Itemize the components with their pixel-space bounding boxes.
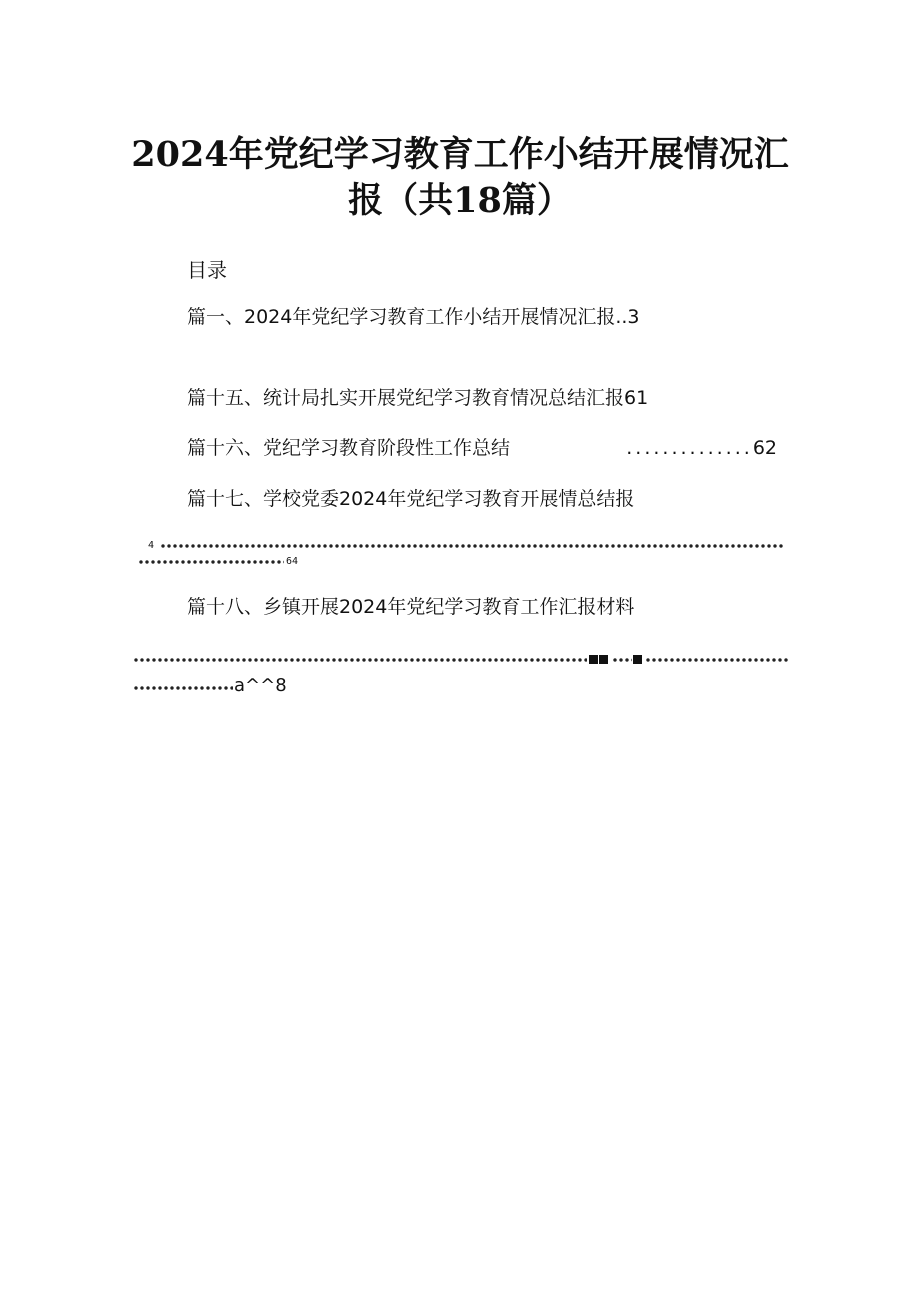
toc-entry-16[interactable] [187, 434, 777, 462]
toc-entry-16-page: 62 [752, 437, 777, 459]
toc-entry-17-leader-2 [138, 558, 284, 566]
toc-heading: 目录 [187, 258, 227, 282]
toc-entry-18-leader-3 [645, 656, 789, 664]
toc-entry-17-leader-1 [160, 542, 784, 550]
square-mark [633, 655, 642, 664]
toc-entry-18[interactable]: 篇十八、乡镇开展2024年党纪学习教育工作汇报材料 [187, 596, 635, 618]
document-title-line1: 2024年党纪学习教育工作小结开展情况汇 [131, 134, 789, 175]
square-mark [599, 655, 608, 664]
toc-entry-18-leader-1 [133, 656, 587, 664]
document-title-line2: 报（共18篇） [348, 180, 572, 221]
toc-entry-18-leader-4 [133, 684, 233, 692]
toc-entry-17-page: 64 [286, 556, 299, 567]
toc-entry-16-leader: .............. [626, 437, 753, 459]
toc-entry-17-prefix: 4 [148, 540, 155, 551]
toc-entry-15[interactable]: 篇十五、统计局扎实开展党纪学习教育情况总结汇报61 [187, 387, 649, 409]
toc-entry-16-text: 篇十六、党纪学习教育阶段性工作总结 [187, 437, 511, 459]
toc-entry-18-page: a^^8 [234, 675, 287, 696]
toc-entry-1[interactable]: 篇一、2024年党纪学习教育工作小结开展情况汇报..3 [187, 306, 640, 328]
square-mark [589, 655, 598, 664]
toc-entry-17[interactable]: 篇十七、学校党委2024年党纪学习教育开展情总结报 [187, 488, 635, 510]
toc-entry-18-leader-2 [612, 656, 632, 664]
